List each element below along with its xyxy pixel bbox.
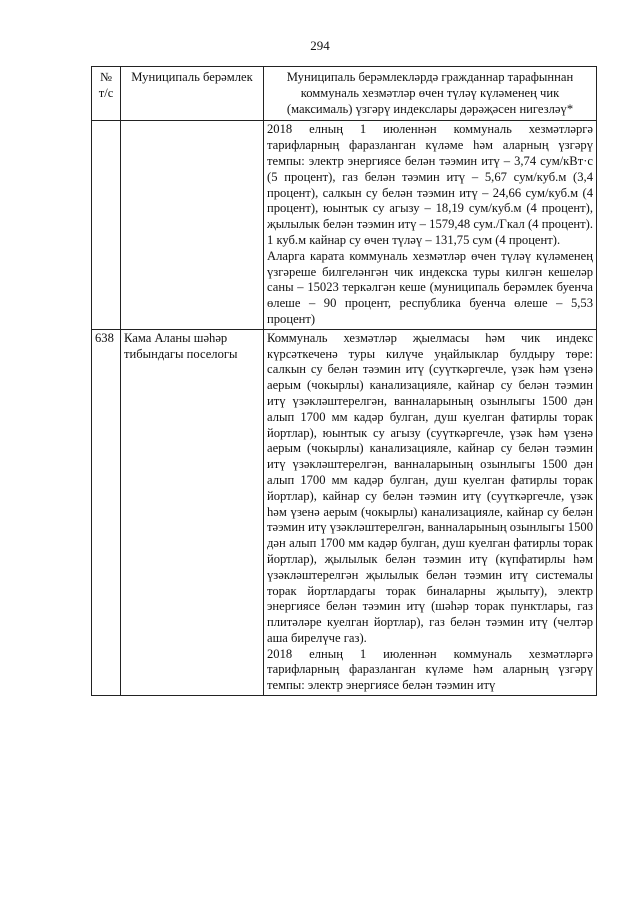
row-municipality: Кама Аланы шәһәр тибындагы поселогы [121,329,264,695]
header-basis: Муниципаль берәмлекләрдә гражданнар тарафыннан коммуналь хезмәтләр өчен түләү күләменең чик (максималь) үзгәрү индекслары дәрәҗәсен нигезләү* [264,67,597,121]
table-header-row [92,67,597,121]
page-number: 294 [310,38,330,53]
basis-paragraph: 2018 елның 1 июленнән коммуналь хезмәтләргә тарифларның фаразланган күләме һәм аларның үзгәрү темпы: электр энергиясе белән тәэмин итү – 3,74 сум/кВт·с (5 процент), газ белән тәэмин итү – 5,67 сум/куб.м (3,4 процент), салкын су белән тәэмин итү – 24,66 сум/куб.м (4 процент), юынтык су агызу – 18,19 сум/куб.м (4 процент), җылылык белән тәэмин итү – 1579,48 сум./Гкал (4 процент). 1 куб.м кайнар су өчен түләү – 131,75 сум (4 процент). [267,122,593,247]
basis-paragraph: Коммуналь хезмәтләр җыелмасы һәм чик индекс күрсәткеченә туры килүче уңайлыклар булдыру төре: салкын су белән тәэмин итү (суүткәргечле, үзәк һәм үзенә аерым (чокырлы) канализацияле, кайнар су белән тәэмин итү үзәкләштерелгән, ванналарының озынлыгы 1500 дән алып 1700 мм кадәр булган, душ куелган фатирлы торак йортлар), юынтык су агызу (суүткәргечле, үзәк һәм үзенә аерым (чокырлы) канализацияле, кайнар су белән тәэмин итү үзәкләштерелгән, ванналарының озынлыгы 1500 дән алып 1700 мм кадәр булган, душ куелган фатирлы торак йортлар), кайнар су белән тәэмин итү (суүткәргечле, үзәк һәм үзенә аерым (чокырлы) канализацияле, кайнар су белән тәэмин итү үзәкләштерелгән, ванналарының озынлыгы 1500 дән алып 1700 мм кадәр булган, душ куелган фатирлы торак йортлар), җылылык белән тәэмин итү (күпфатирлы һәм үзәкләштерелгән җылылык белән тәэмин итү системалы торак йортлардагы торак биналарны җылыту), электр энергиясе белән тәэмин итү (шәһәр торак пунктлары, газ плитәләре куелган йортлар), газ белән тәэмин итү (челтәр аша бирелүче газ). [267,330,593,645]
row-number [92,121,121,329]
row-municipality [121,121,264,329]
basis-paragraph: 2018 елның 1 июленнән коммуналь хезмәтләргә тарифларның фаразланган күләме һәм аларның үзгәрү темпы: электр энергиясе белән тәэмин итү [267,646,593,693]
table-row [92,121,597,329]
tariff-table [91,66,597,696]
table-row [92,329,597,695]
row-basis [264,329,597,695]
row-number: 638 [92,329,121,695]
header-number: № т/с [92,67,121,121]
row-basis [264,121,597,329]
basis-paragraph: Аларга карата коммуналь хезмәтләр өчен түләү күләменең үзгәреше билгеләнгән чик индекска туры килгән кешеләр саны – 15023 теркәлгән кеше (муниципаль берәмлек буенча өлеше – 90 процент, республика буенча өлеше – 5,53 процент) [267,248,593,326]
header-municipality: Муниципаль берәмлек [121,67,264,121]
